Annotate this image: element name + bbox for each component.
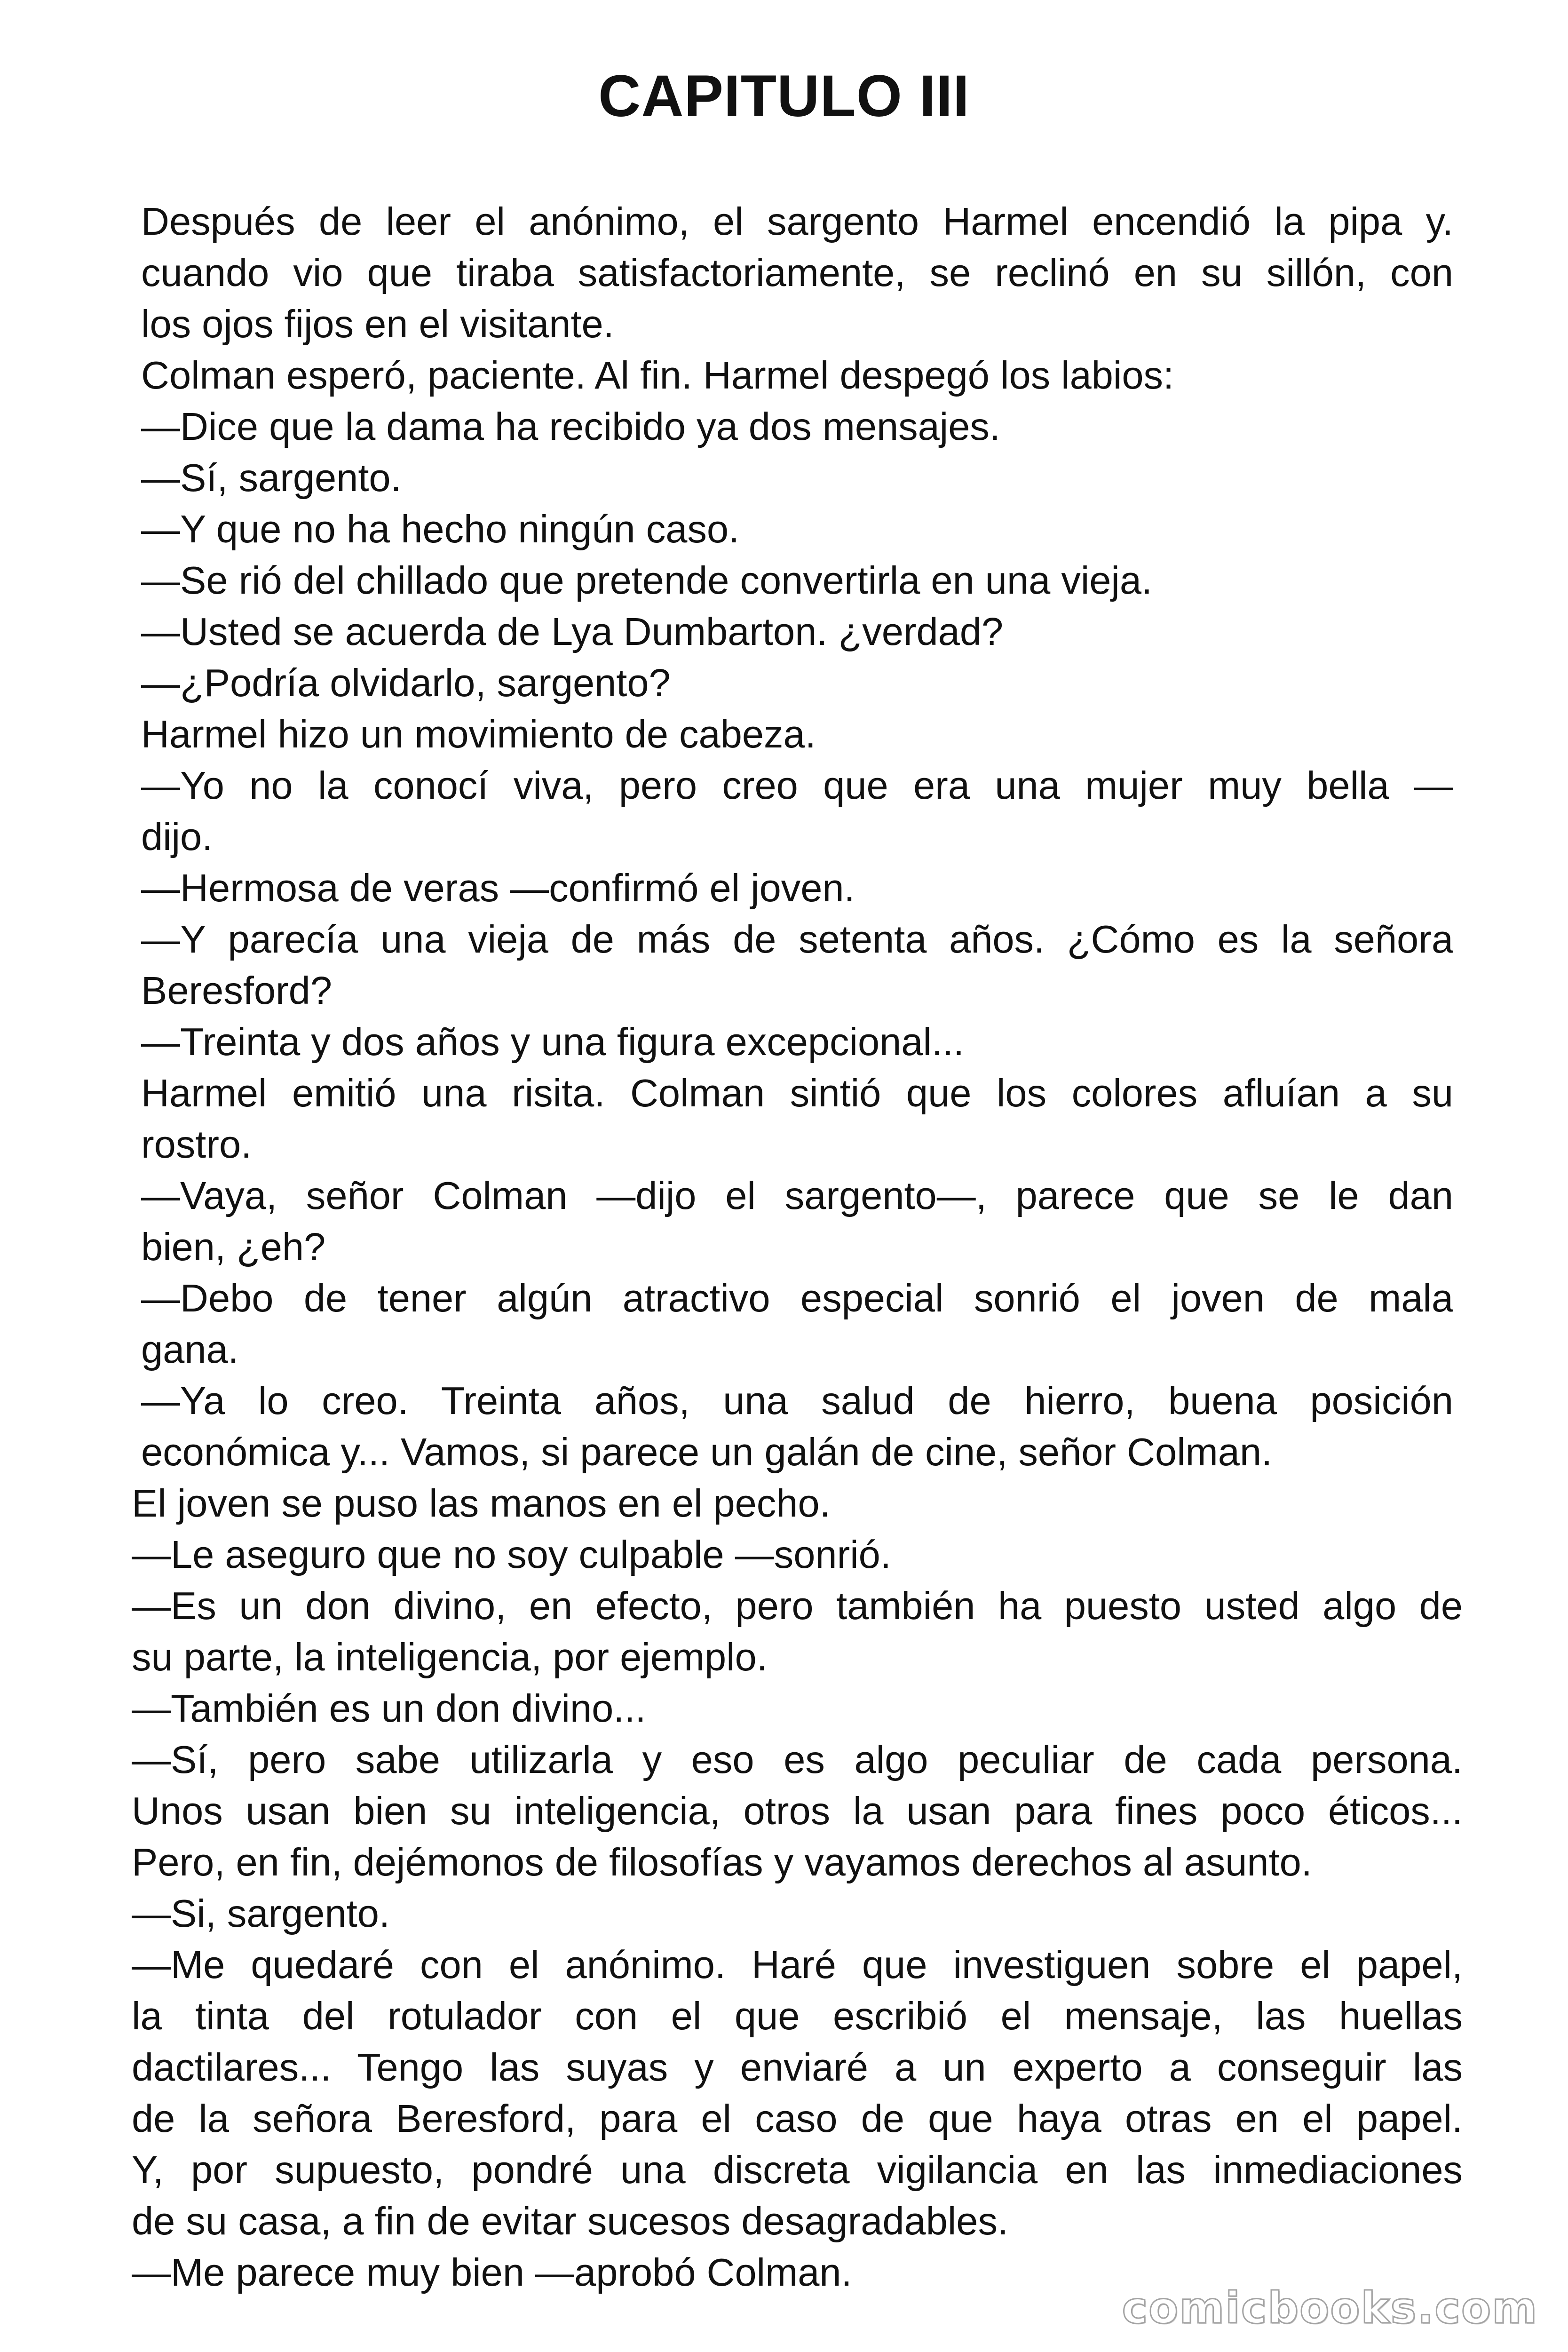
text-line: —También es un don divino... xyxy=(132,1686,646,1730)
text-line: —Si, sargento. xyxy=(132,1891,390,1935)
text-line: Colman esperó, paciente. Al fin. Harmel despegó los labios: xyxy=(141,353,1174,397)
text-line: los ojos fijos en el visitante. xyxy=(141,302,614,346)
text-line: —Ya lo creo. Treinta años, una salud de hierro, buena posición xyxy=(141,1379,1453,1422)
text-line: cuando vio que tiraba satisfactoriamente, se reclinó en su sillón, con xyxy=(141,251,1453,294)
text-line: Harmel hizo un movimiento de cabeza. xyxy=(141,712,816,756)
text-line: económica y... Vamos, si parece un galán de cine, señor Colman. xyxy=(141,1430,1273,1474)
text-line: —Y parecía una vieja de más de setenta años. ¿Cómo es la señora xyxy=(141,917,1453,961)
text-line: de la señora Beresford, para el caso de que haya otras en el papel. xyxy=(132,2097,1463,2140)
text-line: la tinta del rotulador con el que escribió el mensaje, las huellas xyxy=(132,1994,1463,2038)
text-line: —Me parece muy bien —aprobó Colman. xyxy=(132,2250,852,2294)
text-line: Pero, en fin, dejémonos de filosofías y vayamos derechos al asunto. xyxy=(132,1840,1312,1884)
text-line: El joven se puso las manos en el pecho. xyxy=(132,1481,831,1525)
text-line: su parte, la inteligencia, por ejemplo. xyxy=(132,1635,768,1679)
text-line: —Vaya, señor Colman —dijo el sargento—, parece que se le dan xyxy=(141,1174,1453,1217)
text-line: de su casa, a fin de evitar sucesos desagradables. xyxy=(132,2199,1009,2243)
text-line: Harmel emitió una risita. Colman sintió que los colores afluían a su xyxy=(141,1071,1453,1115)
text-line: —Sí, pero sabe utilizarla y eso es algo peculiar de cada persona. xyxy=(132,1738,1463,1781)
text-line: —Sí, sargento. xyxy=(141,456,402,500)
text-line: dijo. xyxy=(141,815,213,858)
chapter-body-text xyxy=(0,196,1568,2298)
text-line: —Me quedaré con el anónimo. Haré que investiguen sobre el papel, xyxy=(132,1943,1463,1986)
text-line: —Le aseguro que no soy culpable —sonrió. xyxy=(132,1533,891,1576)
text-line: —Es un don divino, en efecto, pero también ha puesto usted algo de xyxy=(132,1584,1463,1628)
text-line: Después de leer el anónimo, el sargento Harmel encendió la pipa y. xyxy=(141,199,1453,243)
text-line: —Dice que la dama ha recibido ya dos mensajes. xyxy=(141,405,1000,448)
text-line: —Y que no ha hecho ningún caso. xyxy=(141,507,740,551)
text-line: —Yo no la conocí viva, pero creo que era una mujer muy bella — xyxy=(141,763,1453,807)
text-line: Unos usan bien su inteligencia, otros la usan para fines poco éticos... xyxy=(132,1789,1463,1833)
text-line: dactilares... Tengo las suyas y enviaré a un experto a conseguir las xyxy=(132,2045,1463,2089)
text-line: —¿Podría olvidarlo, sargento? xyxy=(141,661,671,705)
text-line: gana. xyxy=(141,1327,239,1371)
text-line: Beresford? xyxy=(141,969,333,1012)
text-line: Y, por supuesto, pondré una discreta vigilancia en las inmediaciones xyxy=(132,2148,1463,2192)
text-line: bien, ¿eh? xyxy=(141,1225,326,1269)
text-line: —Hermosa de veras —confirmó el joven. xyxy=(141,866,855,910)
chapter-title: CAPITULO III xyxy=(598,64,970,129)
text-line: —Usted se acuerda de Lya Dumbarton. ¿verdad? xyxy=(141,610,1004,653)
text-line: —Se rió del chillado que pretende convertirla en una vieja. xyxy=(141,558,1153,602)
text-line: rostro. xyxy=(141,1122,252,1166)
watermark-logo: comicbooks.com xyxy=(1122,2283,1538,2333)
text-line: —Treinta y dos años y una figura excepcional... xyxy=(141,1020,965,1064)
text-line: —Debo de tener algún atractivo especial sonrió el joven de mala xyxy=(141,1276,1453,1320)
